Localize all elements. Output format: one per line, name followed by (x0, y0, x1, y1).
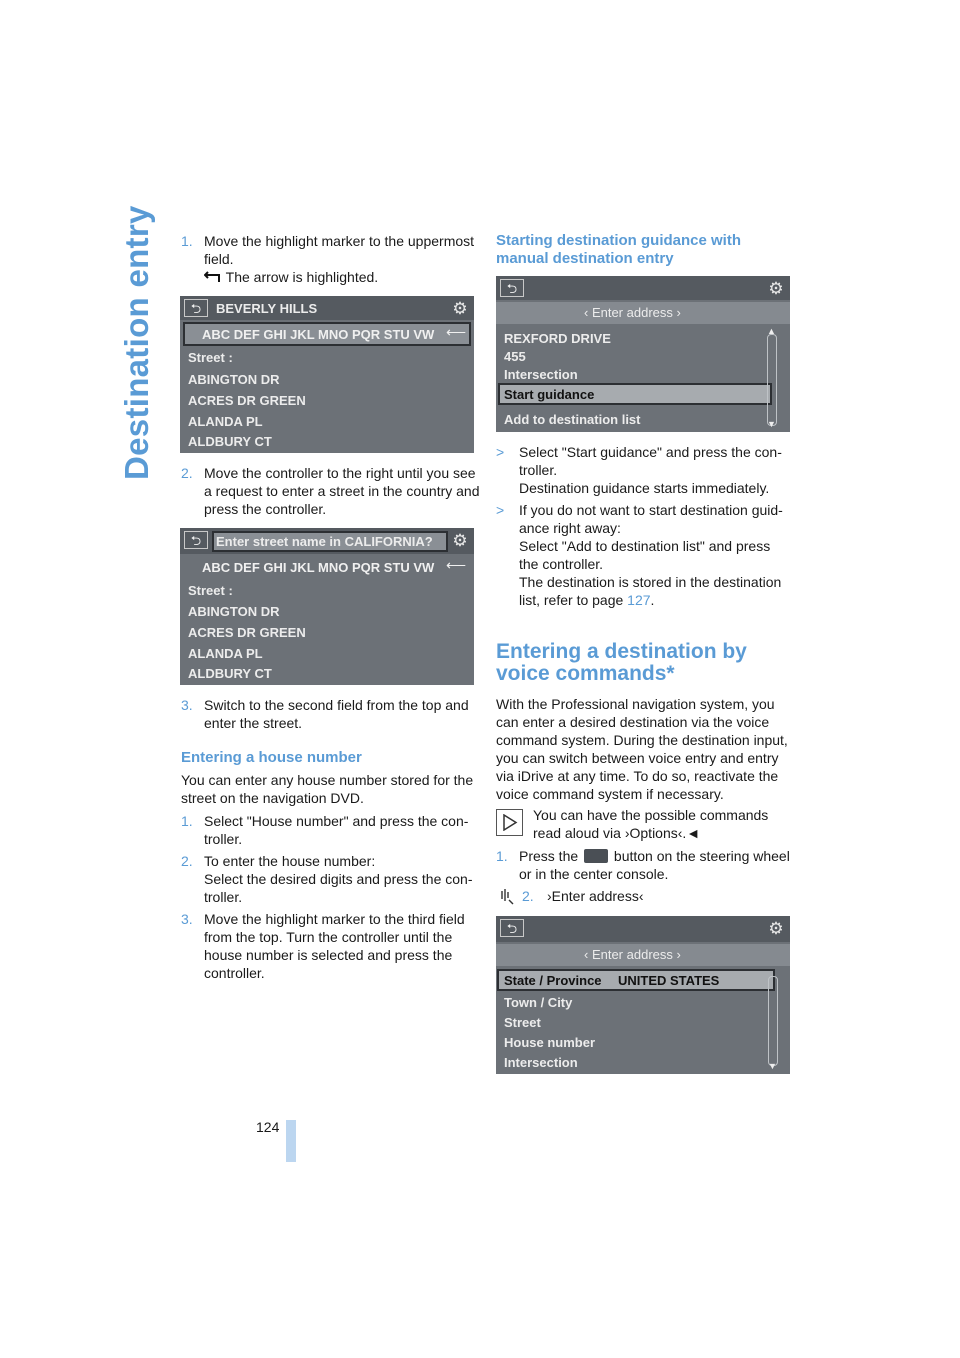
list-item[interactable]: ACRES DR GREEN (188, 625, 306, 640)
back-arrow-icon (204, 271, 222, 283)
voice-button-icon (584, 849, 608, 863)
list-item[interactable]: ALANDA PL (188, 646, 263, 661)
list-item[interactable]: Intersection (504, 367, 578, 382)
screen-title: ‹ Enter address › (584, 947, 681, 962)
list-item[interactable]: REXFORD DRIVE (504, 331, 611, 346)
list-item[interactable]: ALDBURY CT (188, 666, 272, 681)
list-item[interactable]: Intersection (504, 1055, 578, 1070)
idrive-screen-enter-address (496, 916, 790, 1074)
list-item[interactable]: ALDBURY CT (188, 434, 272, 449)
return-arrow-icon[interactable]: ⟵ (446, 324, 467, 340)
back-arrow-icon[interactable]: ⮌ (184, 299, 208, 317)
scrollbar[interactable] (767, 334, 777, 426)
list-item[interactable]: Street (504, 1015, 541, 1030)
heading-house-number: Entering a house number (181, 749, 362, 766)
options-icon[interactable]: ⚙ (452, 299, 468, 318)
return-arrow-icon[interactable]: ⟵ (446, 557, 467, 573)
list-item[interactable]: ABINGTON DR (188, 372, 280, 387)
idrive-screen-enter-street: ⮌ Enter street name in CALIFORNIA? ⚙ ABC DEF GHI JKL MNO PQR STU VW ⟵ Street : ABINGTON DR ACRES DR GREEN ALANDA PL ALDBURY CT (180, 528, 474, 685)
back-arrow-icon[interactable]: ⮌ (500, 919, 524, 937)
list-item-selected[interactable]: State / Province (504, 973, 602, 988)
voice-command-icon (499, 887, 515, 905)
options-icon[interactable]: ⚙ (768, 279, 784, 298)
scroll-down-icon[interactable]: ▼ (768, 1061, 777, 1071)
heading-voice-commands: Entering a destination by voice commands* (496, 640, 747, 685)
page-bar (286, 1120, 296, 1162)
voice-intro: With the Professional navigation system, you can enter a desired destination via the voice command system. During the destination input, you can switch between voice entry and entry via iDrive at any time. To do so, reactivate the voice command system if necessary. (496, 696, 788, 802)
back-arrow-icon[interactable]: ⮌ (500, 279, 524, 297)
note-text: You can have the possible commands read aloud via ›Options‹.◄ (533, 807, 769, 841)
list-item[interactable]: Add to destination list (504, 412, 641, 427)
note-icon (496, 809, 523, 836)
arrow-note: The arrow is highlighted. (204, 268, 474, 286)
list-item[interactable]: ABINGTON DR (188, 604, 280, 619)
scroll-down-icon[interactable]: ▼ (767, 419, 776, 429)
house-intro: You can enter any house number stored for the street on the navigation DVD. (181, 772, 474, 806)
options-icon[interactable]: ⚙ (452, 531, 468, 550)
page-link[interactable]: 127 (627, 592, 651, 608)
list-item[interactable]: 455 (504, 349, 526, 364)
screen-title: ‹ Enter address › (584, 305, 681, 320)
list-item[interactable]: ACRES DR GREEN (188, 393, 306, 408)
list-item[interactable]: Town / City (504, 995, 573, 1010)
page-number: 124 (256, 1119, 280, 1135)
idrive-screen-start-guidance (496, 276, 790, 432)
alphabet-speller[interactable]: ABC DEF GHI JKL MNO PQR STU VW (202, 327, 435, 342)
alphabet-speller[interactable]: ABC DEF GHI JKL MNO PQR STU VW (202, 560, 435, 575)
screen-title: BEVERLY HILLS (216, 301, 318, 316)
back-arrow-icon[interactable]: ⮌ (184, 531, 208, 549)
scrollbar[interactable] (768, 976, 778, 1066)
state-value: UNITED STATES (618, 973, 720, 988)
list-item[interactable]: ALANDA PL (188, 414, 263, 429)
idrive-screen-street-list: ⮌ BEVERLY HILLS ⚙ ABC DEF GHI JKL MNO PQR STU VW ⟵ Street : ABINGTON DR ACRES DR GREEN ALANDA PL ALDBURY CT (180, 296, 474, 453)
scroll-up-icon[interactable]: ▲ (767, 326, 776, 336)
heading-start-guidance: Starting destination guidance with manual destination entry (496, 232, 742, 267)
list-item-selected[interactable]: Start guidance (504, 387, 595, 402)
list-item[interactable]: House number (504, 1035, 596, 1050)
screen-title: Enter street name in CALIFORNIA? (216, 534, 433, 549)
options-icon[interactable]: ⚙ (768, 919, 784, 938)
